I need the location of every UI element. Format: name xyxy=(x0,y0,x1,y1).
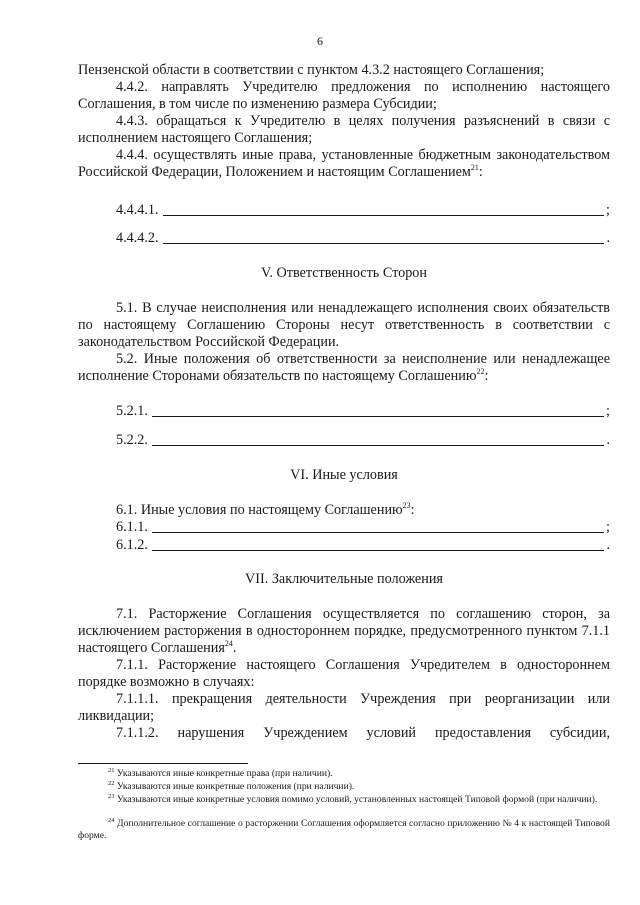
footnote-ref-22: 22 xyxy=(476,367,485,376)
item-number: 6.1.2. xyxy=(116,537,148,553)
blank-line-5-2-1: 5.2.1. ; xyxy=(116,403,610,419)
footnote-ref-24: 24 xyxy=(224,639,233,648)
footnote-21: $^{21}$ Указываются иные конкретные права (при наличии). xyxy=(108,767,333,779)
section-6-title: VI. Иные условия xyxy=(290,467,398,483)
paragraph-4-4-3: 4.4.3. обращаться к Учредителю в целях получения разъяснений в связи с исполнением настоящего Соглашения; xyxy=(78,113,610,146)
section-5-title: V. Ответственность Сторон xyxy=(261,265,427,281)
paragraph-4-4-2: 4.4.2. направлять Учредителю предложения по исполнению настоящего Соглашения, в том числе по изменению размера Субсидии; xyxy=(78,79,610,112)
footnote-22: $^{22}$ Указываются иные конкретные положения (при наличии). xyxy=(108,780,355,792)
blank-line-6-1-2: 6.1.2. . xyxy=(116,537,610,553)
blank-line-6-1-1: 6.1.1. ; xyxy=(116,519,610,535)
paragraph-6-1: 6.1. Иные условия по настоящему Соглашению$^{23}$: xyxy=(116,501,415,518)
paragraph-5-2: 5.2. Иные положения об ответственности за неисполнение или ненадлежащее исполнение Сторонами обязательств по настоящему Соглашению$^{22}$: xyxy=(78,351,610,384)
blank-line-4-4-4-1: 4.4.4.1. ; xyxy=(116,202,610,218)
page-number: 6 xyxy=(317,34,323,48)
fill-in-line xyxy=(152,445,605,446)
item-number: 6.1.1. xyxy=(116,519,148,535)
paragraph-5-1: 5.1. В случае неисполнения или ненадлежащего исполнения своих обязательств по настоящему Соглашению Стороны несут ответственность в соответствии с законодательством Российской Федерации. xyxy=(78,300,610,350)
footnote-ref-23: 23 xyxy=(402,501,411,510)
fill-in-line xyxy=(152,532,604,533)
item-number: 4.4.4.2. xyxy=(116,230,159,246)
section-4-4-block xyxy=(78,62,610,181)
paragraph-4-4-4: 4.4.4. осуществлять иные права, установленные бюджетным законодательством Российской Федерации, Положением и настоящим Соглашением$^{21}$: xyxy=(78,147,610,180)
paragraph-5-2-text: 5.2. Иные положения об ответственности за неисполнение или ненадлежащее исполнение Сторонами обязательств по настоящему xyxy=(78,351,610,384)
section-5-block xyxy=(78,300,610,385)
item-number: 4.4.4.1. xyxy=(116,202,159,218)
fill-in-line xyxy=(152,550,605,551)
paragraph-4-4-4-text: 4.4.4. осуществлять иные права, установленные бюджетным законодательством Российской Федерации, Положением и настоящим xyxy=(78,147,610,180)
paragraph-4-4-4-tail: Соглашением xyxy=(388,164,471,180)
paragraph-continuation: Пензенской области в соответствии с пунктом 4.3.2 настоящего Соглашения; xyxy=(78,62,545,78)
fill-in-line xyxy=(152,416,604,417)
blank-line-4-4-4-2: 4.4.4.2. . xyxy=(116,230,610,246)
section-6-block xyxy=(78,502,610,519)
paragraph-7-1-1-2: 7.1.1.2. нарушения Учреждением условий предоставления субсидии, xyxy=(116,725,610,741)
section-7-title: VII. Заключительные положения xyxy=(245,571,443,587)
item-number: 5.2.2. xyxy=(116,432,148,448)
fill-in-line xyxy=(163,243,605,244)
fill-in-line xyxy=(163,215,604,216)
footnote-separator xyxy=(78,763,248,764)
footnote-24: $^{24}$ Дополнительное соглашение о расторжении Соглашения оформляется согласно приложению № 4 к настоящей Типовой форме. xyxy=(78,817,610,841)
paragraph-7-1-1: 7.1.1. Расторжение настоящего Соглашения Учредителем в одностороннем порядке возможно в случаях: xyxy=(78,657,610,690)
footnote-ref-21: 21 xyxy=(470,163,479,172)
footnote-23: $^{23}$ Указываются иные конкретные условия помимо условий, установленных настоящей Типовой формой (при наличии). xyxy=(108,793,598,805)
section-7-block xyxy=(78,606,610,742)
blank-line-5-2-2: 5.2.2. . xyxy=(116,432,610,448)
paragraph-7-1: 7.1. Расторжение Соглашения осуществляется по соглашению сторон, за исключением расторжения в одностороннем порядке, предусмотренного пунктом 7.1.1 настоящего Соглашения$^{24}$. xyxy=(78,606,610,656)
paragraph-7-1-1-1: 7.1.1.1. прекращения деятельности Учреждения при реорганизации или ликвидации; xyxy=(78,691,610,724)
item-number: 5.2.1. xyxy=(116,403,148,419)
